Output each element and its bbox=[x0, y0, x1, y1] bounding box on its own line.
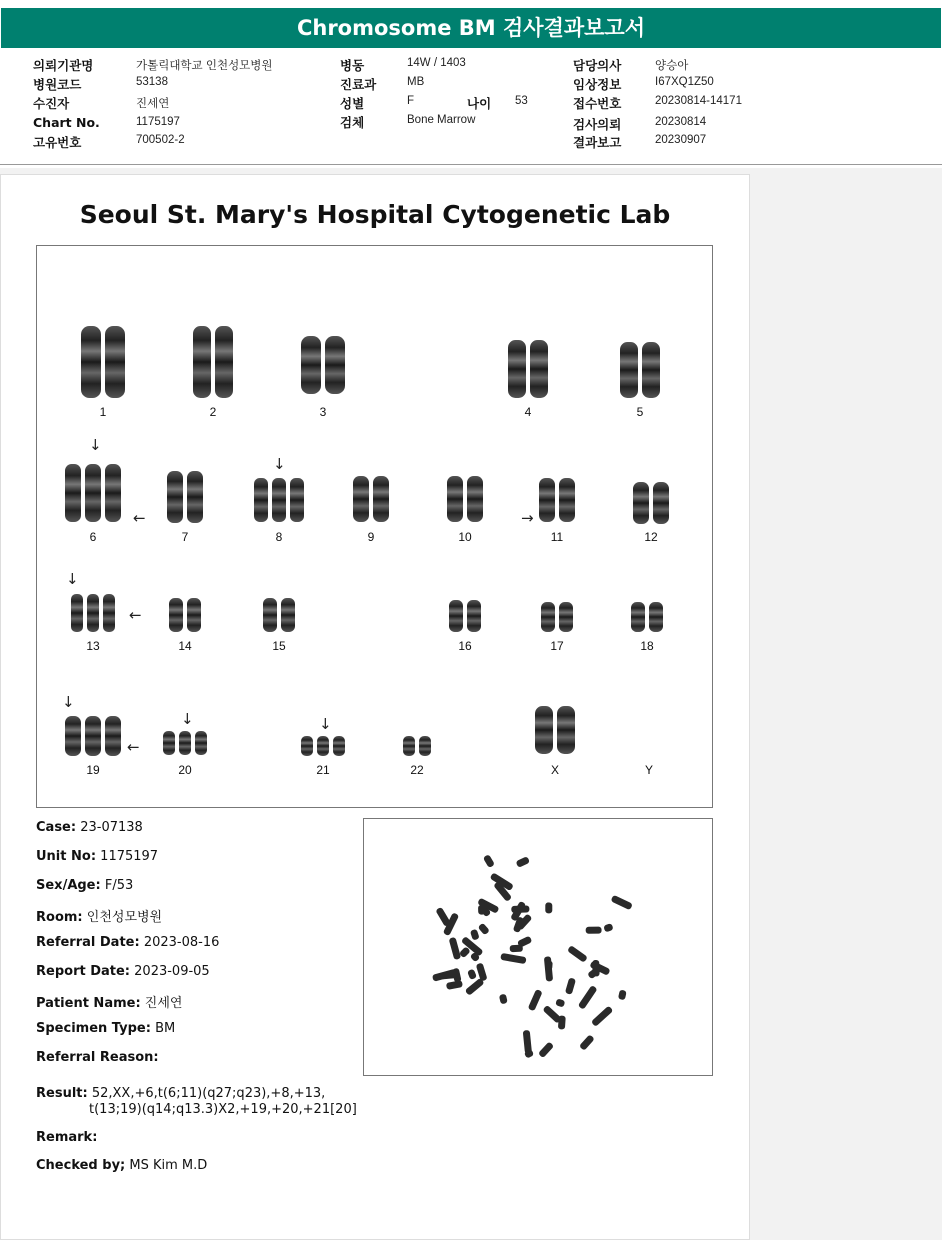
chromosome-label: 16 bbox=[458, 639, 472, 653]
metaphase-chromosome bbox=[555, 998, 565, 1007]
chromosome-label: 12 bbox=[644, 530, 658, 544]
arrow-left-icon: ← bbox=[133, 509, 146, 527]
chromosome bbox=[105, 326, 125, 398]
metaphase-chromosome bbox=[618, 990, 627, 1001]
report-title: Chromosome BM 검사결과보고서 bbox=[1, 8, 941, 48]
info-value-doctor: 양승아 bbox=[655, 60, 689, 72]
chromosome-label: 8 bbox=[275, 530, 283, 544]
chromosome-label: 20 bbox=[178, 763, 192, 777]
chromosome-label: 13 bbox=[86, 639, 100, 653]
lab-title: Seoul St. Mary's Hospital Cytogenetic Lab bbox=[79, 200, 671, 229]
metaphase-chromosome bbox=[449, 937, 462, 960]
chromosome bbox=[263, 598, 277, 632]
info-key-doctor: 담당의사 bbox=[573, 58, 622, 73]
header-divider bbox=[0, 164, 942, 165]
chromosome bbox=[290, 478, 304, 522]
chromosome bbox=[281, 598, 295, 632]
chromosome bbox=[373, 476, 389, 522]
case-key: Case: bbox=[36, 820, 77, 835]
info-value-age: 53 bbox=[515, 95, 528, 107]
chromosome bbox=[631, 602, 645, 632]
arrow-right-icon: → bbox=[521, 509, 534, 527]
info-key-receipt-no: 접수번호 bbox=[573, 96, 622, 111]
arrow-down-icon: ↓ bbox=[273, 455, 286, 473]
chromosome bbox=[317, 736, 329, 756]
chromosome bbox=[403, 736, 415, 756]
arrow-left-icon: ← bbox=[127, 738, 140, 756]
specimen-type-key: Specimen Type: bbox=[36, 1021, 151, 1036]
metaphase-chromosome bbox=[478, 923, 490, 936]
arrow-down-icon: ↓ bbox=[66, 570, 79, 588]
metaphase-chromosome bbox=[510, 945, 523, 952]
chromosome bbox=[195, 731, 207, 755]
info-value-sex: F bbox=[407, 95, 415, 107]
chromosome bbox=[105, 716, 121, 756]
chromosome-label: 3 bbox=[319, 405, 327, 419]
patient-name-key: Patient Name: bbox=[36, 996, 141, 1011]
metaphase-chromosome bbox=[538, 1041, 554, 1058]
metaphase-chromosome bbox=[470, 929, 480, 941]
result-line-2: t(13;19)(q14;q13.3)X2,+19,+20,+21[20] bbox=[89, 1102, 357, 1117]
info-value-receipt-no: 20230814-14171 bbox=[655, 95, 742, 107]
chromosome bbox=[447, 476, 463, 522]
case-value: 23-07138 bbox=[80, 820, 143, 835]
chromosome bbox=[254, 478, 268, 522]
info-value-chart-no: 1175197 bbox=[136, 116, 180, 128]
metaphase-spread-panel bbox=[363, 818, 713, 1076]
info-value-institution: 가톨릭대학교 인천성모병원 bbox=[136, 60, 273, 72]
chromosome bbox=[87, 594, 99, 632]
room-value: 인천성모병원 bbox=[86, 910, 163, 925]
info-key-hospital-code: 병원코드 bbox=[33, 77, 82, 92]
metaphase-chromosome bbox=[435, 907, 451, 927]
chromosome bbox=[85, 464, 101, 522]
info-value-clinical-info: I67XQ1Z50 bbox=[655, 76, 714, 88]
chromosome bbox=[559, 602, 573, 632]
arrow-left-icon: ← bbox=[129, 606, 142, 624]
info-key-clinical-info: 임상정보 bbox=[573, 77, 622, 92]
metaphase-chromosome bbox=[446, 980, 463, 990]
sex-age-key: Sex/Age: bbox=[36, 878, 101, 893]
chromosome bbox=[449, 600, 463, 632]
chromosome-label: 1 bbox=[99, 405, 107, 419]
chromosome bbox=[557, 706, 575, 754]
info-key-patient: 수진자 bbox=[33, 96, 70, 111]
info-value-department: MB bbox=[407, 76, 425, 88]
info-value-report-date: 20230907 bbox=[655, 134, 707, 146]
chromosome bbox=[301, 736, 313, 756]
arrow-down-icon: ↓ bbox=[89, 436, 102, 454]
metaphase-chromosome bbox=[499, 994, 508, 1005]
metaphase-chromosome bbox=[545, 902, 552, 913]
chromosome bbox=[215, 326, 233, 398]
chromosome bbox=[325, 336, 345, 394]
chromosome bbox=[649, 602, 663, 632]
info-key-ward: 병동 bbox=[340, 58, 365, 73]
chromosome bbox=[169, 598, 183, 632]
chromosome-label: 15 bbox=[272, 639, 286, 653]
metaphase-chromosome bbox=[603, 923, 614, 933]
chromosome-label: 18 bbox=[640, 639, 654, 653]
referral-date-value: 2023-08-16 bbox=[143, 935, 220, 950]
metaphase-chromosome bbox=[483, 854, 495, 868]
unit-no-key: Unit No: bbox=[36, 849, 97, 864]
chromosome bbox=[419, 736, 431, 756]
info-key-sex: 성별 bbox=[340, 96, 365, 111]
chromosome bbox=[353, 476, 369, 522]
chromosome-label: 17 bbox=[550, 639, 564, 653]
chromosome bbox=[559, 478, 575, 522]
chromosome-label: 4 bbox=[524, 405, 532, 419]
chromosome bbox=[301, 336, 321, 394]
info-value-unique-no: 700502-2 bbox=[136, 134, 185, 146]
patient-name-value: 진세연 bbox=[144, 996, 183, 1011]
info-key-report-date: 결과보고 bbox=[573, 135, 622, 150]
metaphase-chromosome bbox=[467, 969, 477, 980]
chromosome bbox=[535, 706, 553, 754]
metaphase-chromosome bbox=[592, 960, 599, 977]
chromosome bbox=[65, 464, 81, 522]
report-date-key: Report Date: bbox=[36, 964, 131, 979]
metaphase-chromosome bbox=[476, 963, 488, 982]
metaphase-chromosome bbox=[611, 895, 633, 910]
chromosome bbox=[85, 716, 101, 756]
checked-by-value: MS Kim M.D bbox=[129, 1158, 208, 1173]
unit-no-value: 1175197 bbox=[100, 849, 159, 864]
referral-date-key: Referral Date: bbox=[36, 935, 140, 950]
chromosome-label: 9 bbox=[367, 530, 375, 544]
chromosome bbox=[163, 731, 175, 755]
checked-by-key: Checked by; bbox=[36, 1158, 126, 1173]
sex-age-value: F/53 bbox=[104, 878, 134, 893]
chromosome-label: 2 bbox=[209, 405, 217, 419]
chromosome bbox=[530, 340, 548, 398]
metaphase-chromosome bbox=[586, 927, 602, 934]
chromosome-label: 19 bbox=[86, 763, 100, 777]
result-key: Result: bbox=[36, 1086, 88, 1101]
chromosome bbox=[179, 731, 191, 755]
referral-reason-key: Referral Reason: bbox=[36, 1050, 159, 1065]
metaphase-chromosome bbox=[565, 977, 576, 994]
info-key-unique-no: 고유번호 bbox=[33, 135, 82, 150]
info-key-specimen: 검체 bbox=[340, 115, 365, 130]
room-key: Room: bbox=[36, 910, 83, 925]
chromosome-label: 7 bbox=[181, 530, 189, 544]
arrow-down-icon: ↓ bbox=[62, 693, 75, 711]
metaphase-chromosome bbox=[567, 945, 588, 963]
metaphase-chromosome bbox=[500, 953, 526, 964]
metaphase-chromosome bbox=[432, 969, 457, 982]
chromosome-label: 11 bbox=[550, 530, 564, 544]
info-value-specimen: Bone Marrow bbox=[407, 114, 476, 126]
chromosome-label: 14 bbox=[178, 639, 192, 653]
chromosome-label: 6 bbox=[89, 530, 97, 544]
info-key-request-date: 검사의뢰 bbox=[573, 117, 622, 132]
chromosome bbox=[71, 594, 83, 632]
metaphase-chromosome bbox=[558, 1015, 566, 1029]
chromosome bbox=[633, 482, 649, 524]
info-value-patient: 진세연 bbox=[136, 98, 170, 110]
info-key-age: 나이 bbox=[467, 96, 492, 111]
remark-key: Remark: bbox=[36, 1130, 98, 1145]
info-value-request-date: 20230814 bbox=[655, 116, 707, 128]
arrow-down-icon: ↓ bbox=[319, 715, 332, 733]
chromosome bbox=[193, 326, 211, 398]
chromosome bbox=[333, 736, 345, 756]
info-key-department: 진료과 bbox=[340, 77, 377, 92]
chromosome bbox=[467, 600, 481, 632]
chromosome bbox=[642, 342, 660, 398]
chromosome bbox=[620, 342, 638, 398]
info-key-institution: 의뢰기관명 bbox=[33, 58, 94, 73]
metaphase-chromosome bbox=[591, 1005, 614, 1026]
info-value-ward: 14W / 1403 bbox=[407, 57, 466, 69]
chromosome bbox=[81, 326, 101, 398]
chromosome-label: Y bbox=[644, 763, 653, 777]
chromosome-label: 5 bbox=[636, 405, 644, 419]
chromosome bbox=[539, 478, 555, 522]
chromosome bbox=[653, 482, 669, 524]
chromosome bbox=[167, 471, 183, 523]
specimen-type-value: BM bbox=[155, 1021, 176, 1036]
chromosome-label: 22 bbox=[410, 763, 424, 777]
chromosome bbox=[508, 340, 526, 398]
chromosome bbox=[467, 476, 483, 522]
report-date-value: 2023-09-05 bbox=[134, 964, 210, 979]
metaphase-chromosome bbox=[478, 905, 485, 915]
chromosome-label: 10 bbox=[458, 530, 472, 544]
metaphase-chromosome bbox=[545, 961, 553, 971]
chromosome bbox=[65, 716, 81, 756]
chromosome bbox=[103, 594, 115, 632]
metaphase-chromosome bbox=[578, 985, 598, 1010]
metaphase-image bbox=[364, 819, 712, 1075]
patient-info-grid bbox=[0, 56, 942, 156]
arrow-down-icon: ↓ bbox=[181, 710, 194, 728]
metaphase-chromosome bbox=[528, 989, 543, 1011]
chromosome-label: X bbox=[550, 763, 559, 777]
chromosome bbox=[541, 602, 555, 632]
chromosome bbox=[272, 478, 286, 522]
metaphase-chromosome bbox=[579, 1034, 595, 1051]
chromosome bbox=[105, 464, 121, 522]
info-value-hospital-code: 53138 bbox=[136, 76, 168, 88]
karyogram-panel bbox=[36, 245, 713, 808]
chromosome bbox=[187, 471, 203, 523]
result-line-1: 52,XX,+6,t(6;11)(q27;q23),+8,+13, bbox=[91, 1086, 326, 1101]
metaphase-chromosome bbox=[515, 856, 530, 868]
chromosome-label: 21 bbox=[316, 763, 330, 777]
info-key-chart-no: Chart No. bbox=[33, 115, 100, 130]
chromosome bbox=[187, 598, 201, 632]
